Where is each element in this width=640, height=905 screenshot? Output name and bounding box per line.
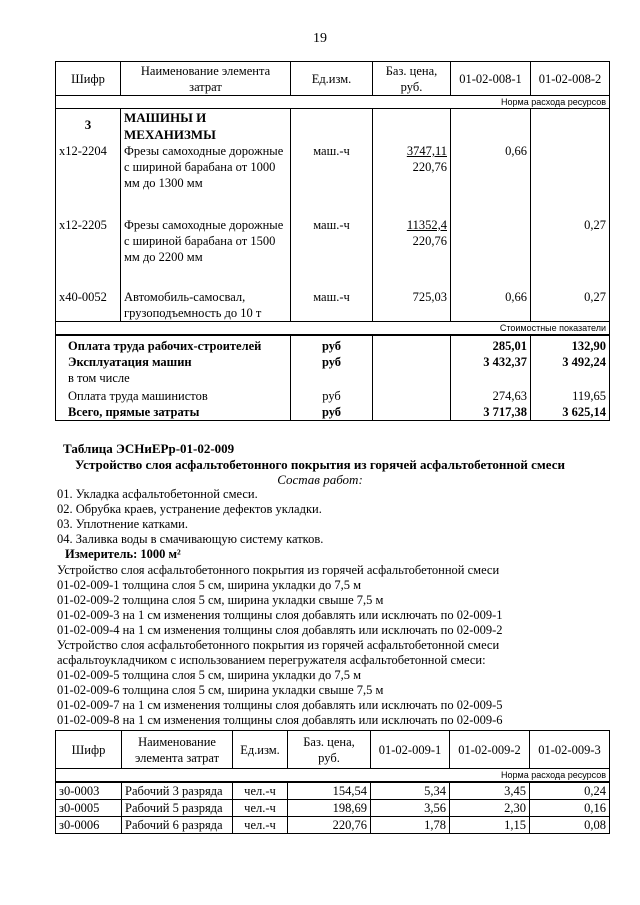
item-price: 725,03 (373, 283, 451, 322)
table-row (56, 800, 610, 817)
row-value-2: 2,30 (450, 800, 530, 817)
row-unit: чел.-ч (233, 800, 288, 817)
header-col-1: 01-02-009-1 (371, 731, 450, 769)
item-name: Автомобиль-самосвал, грузоподъемность до 10 т (121, 283, 291, 322)
cost-value-1: 3 717,38 (451, 404, 531, 421)
item-name: Фрезы самоходные дорожные с шириной барабана от 1500 мм до 2200 мм (121, 211, 291, 283)
row-code: з0-0005 (56, 800, 122, 817)
header-name: Наименование элемента затрат (122, 731, 233, 769)
header-unit: Ед.изм. (291, 62, 373, 96)
cost-unit: руб (291, 404, 373, 421)
table-row (56, 817, 610, 834)
row-unit: чел.-ч (233, 817, 288, 834)
row-value-1: 1,78 (371, 817, 450, 834)
variant-line: 01-02-009-5 толщина слоя 5 см, ширина укладки до 7,5 м (57, 668, 362, 682)
variant-line: 01-02-009-7 на 1 см изменения толщины слоя добавлять или исключать по 02-009-5 (57, 698, 503, 712)
variant-line: Устройство слоя асфальтобетонного покрытия из горячей асфальтобетонной смеси (57, 638, 500, 652)
table-row (56, 211, 610, 283)
item-value-1: 0,66 (451, 143, 531, 211)
header-price: Баз. цена, руб. (288, 731, 371, 769)
variant-line: 01-02-009-1 толщина слоя 5 см, ширина укладки до 7,5 м (57, 578, 362, 592)
item-value-1 (451, 211, 531, 283)
item-code: х40-0052 (56, 283, 121, 322)
cost-value-2: 132,90 (531, 335, 610, 354)
work-step: 02. Обрубка краев, устранение дефектов укладки. (57, 502, 322, 516)
work-step: 01. Укладка асфальтобетонной смеси. (57, 487, 258, 501)
row-unit: чел.-ч (233, 782, 288, 800)
cost-value-1: 285,01 (451, 335, 531, 354)
table-row (56, 283, 610, 322)
item-value-2: 0,27 (531, 283, 610, 322)
header-col-1: 01-02-008-1 (451, 62, 531, 96)
section-heading: Устройство слоя асфальтобетонного покрытия из горячей асфальтобетонной смеси (75, 457, 565, 472)
cost-row (56, 370, 610, 386)
item-value-2: 0,27 (531, 211, 610, 283)
cost-label-row (56, 322, 610, 336)
cost-value-1: 3 432,37 (451, 354, 531, 370)
section-row (56, 109, 610, 144)
cost-unit: руб (291, 335, 373, 354)
work-step: 03. Уплотнение катками. (57, 517, 188, 531)
item-unit: маш.-ч (291, 283, 373, 322)
row-value-1: 5,34 (371, 782, 450, 800)
row-value-2: 1,15 (450, 817, 530, 834)
cost-name: Оплата труда машинистов (56, 386, 291, 404)
resource-table-01-02-009 (55, 730, 610, 834)
norma-row (56, 96, 610, 109)
header-name: Наименование элемента затрат (121, 62, 291, 96)
variant-line: асфальтоукладчиком с использованием перегружателя асфальтобетонной смеси: (57, 653, 486, 667)
section-number: 3 (56, 109, 121, 144)
row-value-1: 3,56 (371, 800, 450, 817)
row-name: Рабочий 3 разряда (122, 782, 233, 800)
item-price (373, 211, 451, 283)
row-price: 198,69 (288, 800, 371, 817)
variant-line: 01-02-009-8 на 1 см изменения толщины слоя добавлять или исключать по 02-009-6 (57, 713, 503, 727)
row-value-2: 3,45 (450, 782, 530, 800)
row-value-3: 0,16 (530, 800, 610, 817)
cost-row (56, 335, 610, 354)
price-machine: 3747,11 (406, 144, 447, 158)
cost-unit: руб (291, 354, 373, 370)
price-labor: 220,76 (412, 234, 447, 248)
header-code: Шифр (56, 62, 121, 96)
row-code: з0-0003 (56, 782, 122, 800)
norma-label: Норма расхода ресурсов (56, 96, 610, 109)
cost-value-2: 3 625,14 (531, 404, 610, 421)
cost-unit: руб (291, 386, 373, 404)
table-header-row (56, 731, 610, 769)
header-unit: Ед.изм. (233, 731, 288, 769)
variant-line: Устройство слоя асфальтобетонного покрытия из горячей асфальтобетонной смеси (57, 563, 500, 577)
header-code: Шифр (56, 731, 122, 769)
page-number: 19 (313, 31, 327, 46)
cost-name: в том числе (56, 370, 291, 386)
item-code: х12-2205 (56, 211, 121, 283)
row-value-3: 0,24 (530, 782, 610, 800)
variant-line: 01-02-009-2 толщина слоя 5 см, ширина укладки свыше 7,5 м (57, 593, 384, 607)
work-composition-label: Состав работ: (277, 472, 363, 487)
row-value-3: 0,08 (530, 817, 610, 834)
section-title: МАШИНЫ И МЕХАНИЗМЫ (121, 109, 291, 144)
table-row (56, 143, 610, 211)
table-header-row (56, 62, 610, 96)
header-col-3: 01-02-009-3 (530, 731, 610, 769)
row-code: з0-0006 (56, 817, 122, 834)
variant-line: 01-02-009-4 на 1 см изменения толщины слоя добавлять или исключать по 02-009-2 (57, 623, 503, 637)
item-unit: маш.-ч (291, 143, 373, 211)
measure-unit: Измеритель: 1000 м² (65, 547, 181, 561)
price-labor: 220,76 (412, 160, 447, 174)
norma-row (56, 769, 610, 783)
row-price: 154,54 (288, 782, 371, 800)
cost-value-1: 274,63 (451, 386, 531, 404)
work-step: 04. Заливка воды в смачивающую систему катков. (57, 532, 324, 546)
cost-row (56, 354, 610, 370)
variant-line: 01-02-009-3 на 1 см изменения толщины слоя добавлять или исключать по 02-009-1 (57, 608, 503, 622)
item-value-2 (531, 143, 610, 211)
norma-label: Норма расхода ресурсов (56, 769, 610, 783)
cost-name: Оплата труда рабочих-строителей (56, 335, 291, 354)
header-price: Баз. цена, руб. (373, 62, 451, 96)
header-col-2: 01-02-008-2 (531, 62, 610, 96)
item-code: х12-2204 (56, 143, 121, 211)
row-name: Рабочий 6 разряда (122, 817, 233, 834)
cost-name: Эксплуатация машин (56, 354, 291, 370)
variant-line: 01-02-009-6 толщина слоя 5 см, ширина укладки свыше 7,5 м (57, 683, 384, 697)
cost-row (56, 386, 610, 404)
table-title: Таблица ЭСНиЕРр-01-02-009 (63, 441, 235, 456)
item-price (373, 143, 451, 211)
header-col-2: 01-02-009-2 (450, 731, 530, 769)
item-unit: маш.-ч (291, 211, 373, 283)
cost-label: Стоимостные показатели (56, 322, 610, 336)
resource-table-01-02-008 (55, 61, 610, 421)
row-name: Рабочий 5 разряда (122, 800, 233, 817)
item-name: Фрезы самоходные дорожные с шириной барабана от 1000 мм до 1300 мм (121, 143, 291, 211)
table-row (56, 782, 610, 800)
row-price: 220,76 (288, 817, 371, 834)
cost-row (56, 404, 610, 421)
cost-value-2: 119,65 (531, 386, 610, 404)
item-value-1: 0,66 (451, 283, 531, 322)
cost-name: Всего, прямые затраты (56, 404, 291, 421)
cost-value-2: 3 492,24 (531, 354, 610, 370)
price-machine: 11352,4 (406, 218, 447, 232)
